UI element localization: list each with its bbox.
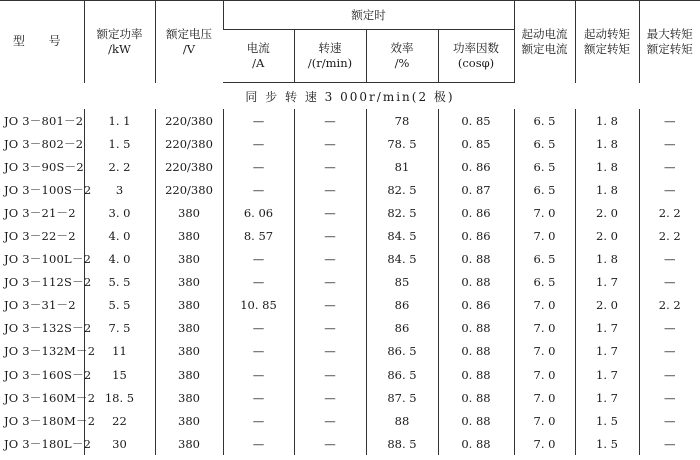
col-header-power: 额定功率 /kW bbox=[84, 1, 155, 83]
cell-power-factor: 0. 88 bbox=[438, 340, 514, 363]
cell-start-current: 7. 0 bbox=[514, 363, 575, 386]
cell-power: 4. 0 bbox=[84, 248, 155, 271]
cell-start-torque: 1. 8 bbox=[575, 109, 639, 132]
cell-power: 1. 5 bbox=[84, 132, 155, 155]
cell-power-factor: 0. 88 bbox=[438, 317, 514, 340]
table-row bbox=[0, 271, 700, 294]
cell-voltage: 380 bbox=[155, 294, 223, 317]
table-row bbox=[0, 224, 700, 247]
cell-voltage: 380 bbox=[155, 409, 223, 432]
cell-model: JO 3－132M－2 bbox=[4, 344, 96, 359]
table-row bbox=[0, 386, 700, 409]
cell-start-torque: 1. 5 bbox=[575, 432, 639, 455]
cell-efficiency: 86. 5 bbox=[366, 363, 438, 386]
section-title-row bbox=[0, 83, 700, 110]
cell-speed: — bbox=[294, 294, 366, 317]
col-header-start-current: 起动电流 额定电流 bbox=[514, 1, 575, 83]
cell-start-torque: 1. 7 bbox=[575, 340, 639, 363]
cell-current: — bbox=[223, 132, 294, 155]
cell-efficiency: 88 bbox=[366, 409, 438, 432]
cell-max-torque: — bbox=[639, 340, 700, 363]
cell-power: 18. 5 bbox=[84, 386, 155, 409]
cell-current: 8. 57 bbox=[223, 224, 294, 247]
cell-current: 10. 85 bbox=[223, 294, 294, 317]
cell-start-torque: 1. 8 bbox=[575, 155, 639, 178]
cell-power: 7. 5 bbox=[84, 317, 155, 340]
cell-power-factor: 0. 87 bbox=[438, 178, 514, 201]
cell-start-torque: 1. 8 bbox=[575, 178, 639, 201]
table-row bbox=[0, 432, 700, 455]
cell-model: JO 3－21－2 bbox=[4, 205, 76, 220]
col-header-max-torque: 最大转矩 额定转矩 bbox=[639, 1, 700, 83]
table-row bbox=[0, 109, 700, 132]
table-row bbox=[0, 155, 700, 178]
cell-power: 22 bbox=[84, 409, 155, 432]
table-row bbox=[0, 363, 700, 386]
cell-voltage: 380 bbox=[155, 317, 223, 340]
cell-max-torque: — bbox=[639, 432, 700, 455]
cell-voltage: 220/380 bbox=[155, 178, 223, 201]
cell-model: JO 3－160M－2 bbox=[4, 390, 96, 405]
cell-start-current: 6. 5 bbox=[514, 132, 575, 155]
cell-max-torque: — bbox=[639, 248, 700, 271]
cell-voltage: 380 bbox=[155, 432, 223, 455]
cell-power-factor: 0. 88 bbox=[438, 409, 514, 432]
cell-current: — bbox=[223, 109, 294, 132]
cell-max-torque: 2. 2 bbox=[639, 294, 700, 317]
cell-start-current: 7. 0 bbox=[514, 317, 575, 340]
cell-power: 3 bbox=[84, 178, 155, 201]
cell-power: 1. 1 bbox=[84, 109, 155, 132]
cell-efficiency: 82. 5 bbox=[366, 201, 438, 224]
cell-efficiency: 86 bbox=[366, 294, 438, 317]
cell-max-torque: 2. 2 bbox=[639, 201, 700, 224]
cell-current: — bbox=[223, 340, 294, 363]
cell-speed: — bbox=[294, 224, 366, 247]
cell-power: 30 bbox=[84, 432, 155, 455]
cell-speed: — bbox=[294, 363, 366, 386]
cell-efficiency: 82. 5 bbox=[366, 178, 438, 201]
cell-model: JO 3－112S－2 bbox=[4, 275, 92, 290]
cell-voltage: 380 bbox=[155, 340, 223, 363]
cell-start-current: 6. 5 bbox=[514, 109, 575, 132]
cell-model: JO 3－132S－2 bbox=[4, 321, 92, 336]
cell-speed: — bbox=[294, 271, 366, 294]
cell-max-torque: — bbox=[639, 363, 700, 386]
cell-max-torque: — bbox=[639, 271, 700, 294]
cell-voltage: 220/380 bbox=[155, 109, 223, 132]
cell-start-current: 7. 0 bbox=[514, 409, 575, 432]
cell-voltage: 380 bbox=[155, 386, 223, 409]
cell-voltage: 220/380 bbox=[155, 132, 223, 155]
cell-max-torque: — bbox=[639, 178, 700, 201]
cell-max-torque: — bbox=[639, 132, 700, 155]
cell-max-torque: — bbox=[639, 109, 700, 132]
cell-power-factor: 0. 85 bbox=[438, 109, 514, 132]
cell-power-factor: 0. 88 bbox=[438, 432, 514, 455]
cell-voltage: 380 bbox=[155, 201, 223, 224]
cell-start-current: 7. 0 bbox=[514, 432, 575, 455]
cell-start-current: 6. 5 bbox=[514, 248, 575, 271]
cell-power-factor: 0. 86 bbox=[438, 224, 514, 247]
table-row bbox=[0, 317, 700, 340]
cell-current: — bbox=[223, 155, 294, 178]
cell-start-current: 7. 0 bbox=[514, 224, 575, 247]
cell-current: — bbox=[223, 271, 294, 294]
cell-start-torque: 2. 0 bbox=[575, 201, 639, 224]
cell-model: JO 3－180L－2 bbox=[4, 436, 92, 451]
cell-efficiency: 81 bbox=[366, 155, 438, 178]
cell-current: — bbox=[223, 409, 294, 432]
cell-start-current: 6. 5 bbox=[514, 271, 575, 294]
col-header-rated-group: 额定时 bbox=[223, 1, 514, 30]
cell-start-torque: 1. 7 bbox=[575, 271, 639, 294]
cell-start-torque: 1. 8 bbox=[575, 132, 639, 155]
cell-efficiency: 86 bbox=[366, 317, 438, 340]
cell-efficiency: 85 bbox=[366, 271, 438, 294]
col-header-model: 型 号 bbox=[0, 1, 84, 83]
cell-power-factor: 0. 88 bbox=[438, 271, 514, 294]
cell-speed: — bbox=[294, 317, 366, 340]
cell-model: JO 3－100S－2 bbox=[4, 182, 92, 197]
col-header-voltage: 额定电压 /V bbox=[155, 1, 223, 83]
cell-power: 11 bbox=[84, 340, 155, 363]
cell-model: JO 3－801－2 bbox=[4, 113, 84, 128]
col-header-power-factor: 功率因数 (cosφ) bbox=[438, 30, 514, 83]
section-title: 同 步 转 速 3 000r/min(2 极) bbox=[245, 89, 455, 104]
cell-max-torque: — bbox=[639, 155, 700, 178]
cell-power-factor: 0. 86 bbox=[438, 294, 514, 317]
cell-current: — bbox=[223, 178, 294, 201]
cell-model: JO 3－180M－2 bbox=[4, 413, 96, 428]
cell-efficiency: 86. 5 bbox=[366, 340, 438, 363]
cell-start-torque: 2. 0 bbox=[575, 294, 639, 317]
cell-start-current: 7. 0 bbox=[514, 294, 575, 317]
col-header-speed: 转速 /(r/min) bbox=[294, 30, 366, 83]
cell-speed: — bbox=[294, 432, 366, 455]
cell-current: — bbox=[223, 386, 294, 409]
header-row-top bbox=[0, 1, 700, 30]
cell-power-factor: 0. 86 bbox=[438, 201, 514, 224]
cell-start-current: 6. 5 bbox=[514, 155, 575, 178]
cell-speed: — bbox=[294, 248, 366, 271]
cell-current: 6. 06 bbox=[223, 201, 294, 224]
table-row bbox=[0, 132, 700, 155]
cell-efficiency: 87. 5 bbox=[366, 386, 438, 409]
cell-voltage: 380 bbox=[155, 248, 223, 271]
cell-current: — bbox=[223, 432, 294, 455]
cell-speed: — bbox=[294, 201, 366, 224]
cell-efficiency: 88. 5 bbox=[366, 432, 438, 455]
table-row bbox=[0, 201, 700, 224]
table-row bbox=[0, 294, 700, 317]
cell-max-torque: — bbox=[639, 386, 700, 409]
cell-power-factor: 0. 86 bbox=[438, 155, 514, 178]
cell-power: 3. 0 bbox=[84, 201, 155, 224]
cell-model: JO 3－31－2 bbox=[4, 298, 76, 313]
cell-power-factor: 0. 88 bbox=[438, 248, 514, 271]
cell-power: 15 bbox=[84, 363, 155, 386]
cell-power: 2. 2 bbox=[84, 155, 155, 178]
cell-model: JO 3－802－2 bbox=[4, 136, 84, 151]
cell-start-torque: 2. 0 bbox=[575, 224, 639, 247]
cell-max-torque: 2. 2 bbox=[639, 224, 700, 247]
table-row bbox=[0, 178, 700, 201]
cell-speed: — bbox=[294, 340, 366, 363]
cell-model: JO 3－90S－2 bbox=[4, 159, 84, 174]
cell-voltage: 220/380 bbox=[155, 155, 223, 178]
cell-efficiency: 84. 5 bbox=[366, 248, 438, 271]
cell-current: — bbox=[223, 363, 294, 386]
col-header-start-torque: 起动转矩 额定转矩 bbox=[575, 1, 639, 83]
cell-power: 5. 5 bbox=[84, 294, 155, 317]
cell-speed: — bbox=[294, 132, 366, 155]
cell-voltage: 380 bbox=[155, 271, 223, 294]
cell-model: JO 3－160S－2 bbox=[4, 367, 92, 382]
cell-power-factor: 0. 88 bbox=[438, 386, 514, 409]
cell-speed: — bbox=[294, 386, 366, 409]
cell-efficiency: 78 bbox=[366, 109, 438, 132]
table-row bbox=[0, 248, 700, 271]
col-header-efficiency: 效率 /% bbox=[366, 30, 438, 83]
cell-start-current: 7. 0 bbox=[514, 201, 575, 224]
col-header-current: 电流 /A bbox=[223, 30, 294, 83]
cell-start-current: 6. 5 bbox=[514, 178, 575, 201]
cell-start-torque: 1. 7 bbox=[575, 317, 639, 340]
cell-efficiency: 78. 5 bbox=[366, 132, 438, 155]
cell-speed: — bbox=[294, 409, 366, 432]
cell-voltage: 380 bbox=[155, 224, 223, 247]
table-row bbox=[0, 409, 700, 432]
cell-max-torque: — bbox=[639, 409, 700, 432]
cell-power: 5. 5 bbox=[84, 271, 155, 294]
cell-power-factor: 0. 85 bbox=[438, 132, 514, 155]
cell-start-torque: 1. 7 bbox=[575, 386, 639, 409]
cell-start-current: 7. 0 bbox=[514, 340, 575, 363]
cell-voltage: 380 bbox=[155, 363, 223, 386]
cell-speed: — bbox=[294, 155, 366, 178]
cell-model: JO 3－22－2 bbox=[4, 229, 76, 244]
cell-power-factor: 0. 88 bbox=[438, 363, 514, 386]
cell-max-torque: — bbox=[639, 317, 700, 340]
cell-current: — bbox=[223, 248, 294, 271]
cell-speed: — bbox=[294, 109, 366, 132]
cell-current: — bbox=[223, 317, 294, 340]
table-row bbox=[0, 340, 700, 363]
cell-start-torque: 1. 7 bbox=[575, 363, 639, 386]
cell-power: 4. 0 bbox=[84, 224, 155, 247]
cell-efficiency: 84. 5 bbox=[366, 224, 438, 247]
cell-start-current: 7. 0 bbox=[514, 386, 575, 409]
cell-model: JO 3－100L－2 bbox=[4, 252, 92, 267]
cell-start-torque: 1. 5 bbox=[575, 409, 639, 432]
cell-start-torque: 1. 8 bbox=[575, 248, 639, 271]
cell-speed: — bbox=[294, 178, 366, 201]
